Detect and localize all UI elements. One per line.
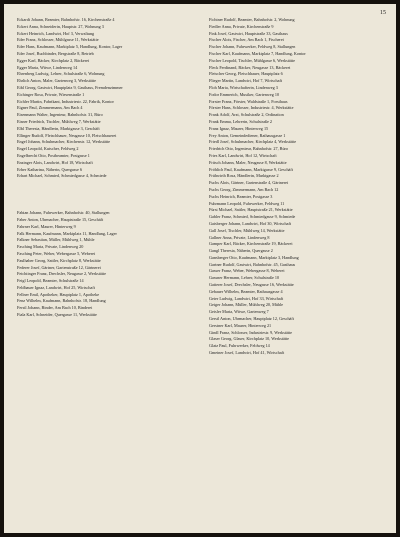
directory-entry: Frank Emma, Lehrerin, Schulstraße 2 — [209, 118, 273, 124]
directory-entry: Eichler Martin, Fabrikant, Industriestr. 22, Fabrik, Kontor — [17, 98, 114, 104]
directory-entry: Fürst Michael, Sattler, Hauptstraße 21, Werkstätte — [209, 207, 293, 213]
directory-entry: Förster Hans, Schlosser, Industriestr. 4, Werkstätte — [209, 105, 294, 111]
directory-entry: Feldbauer Ignaz, Landwirt, Hof 25, Wirtschaft — [17, 284, 95, 290]
directory-entry: Gabler Franz, Schmied, Schmiedgasse 9, Schmiede — [209, 214, 296, 220]
directory-entry: Feigl Leopold, Beamter, Schulstraße 14 — [17, 278, 84, 284]
directory-entry: Gamper Karl, Bäcker, Kirchenstraße 19, Bäckerei — [209, 241, 293, 247]
directory-entry: Fabian Johann, Fuhrwerker, Bahnhofstr. 40, Stallungen — [17, 210, 110, 216]
directory-entry: Fuchs Heinrich, Beamter, Postgasse 3 — [209, 193, 273, 199]
directory-entry: Eckert Anna, Schneiderin, Hauptstr. 27, Wohnung 3 — [17, 23, 104, 29]
directory-entry: Fasching Peter, Weber, Webergasse 5, Weberei — [17, 250, 96, 256]
directory-entry: Eder Hans, Kaufmann, Marktplatz 5, Handlung, Kontor, Lager — [17, 44, 123, 50]
directory-entry: Fröhlich Paul, Kaufmann, Marktgasse 9, Geschäft — [209, 166, 293, 172]
directory-entry: Fischer Johann, Fuhrwerker, Feldweg 8, Stallungen — [209, 44, 296, 50]
directory-entry: Fischer Alois, Fischer, Am Bach 1, Fischerei — [209, 37, 284, 43]
directory-entry: Ellinger Rudolf, Fleischhauer, Neugasse 10, Fleischhauerei — [17, 132, 117, 138]
directory-entry: Franz Ignaz, Maurer, Hinterweg 15 — [209, 125, 269, 131]
directory-entry: Eder Franz, Schlosser, Mühlgasse 11, Werkstätte — [17, 37, 99, 43]
left-column — [12, 17, 190, 319]
directory-entry: Fries Karl, Landwirt, Hof 12, Wirtschaft — [209, 152, 277, 158]
directory-entry: Gebauer Wilhelm, Beamter, Rathausgasse 4 — [209, 288, 283, 294]
directory-entry: Geisler Maria, Witwe, Gartenweg 7 — [209, 309, 269, 315]
directory-entry: Faulhaber Georg, Sattler, Kirchplatz 8, Werkstätte — [17, 257, 101, 263]
directory-entry: Enzinger Alois, Landwirt, Hof 18, Wirtschaft — [17, 159, 93, 165]
directory-entry: Eckardt Johann, Beamter, Bahnhofstr. 16, Kirchenstraße 4 — [17, 17, 115, 22]
directory-entry: Egger Karl, Bäcker, Kirchplatz 2, Bäckerei — [17, 57, 90, 63]
directory-entry: Fellner Emil, Apotheker, Hauptplatz 1, Apotheke — [17, 291, 100, 297]
directory-entry: Gatterer Josef, Drechsler, Neugasse 16, Werkstätte — [209, 282, 294, 288]
directory-entry: Engel Johann, Schuhmacher, Kirchenstr. 12, Werkstätte — [17, 139, 111, 145]
directory-entry: Glaser Georg, Glaser, Kirchplatz 10, Werkstätte — [209, 336, 290, 342]
directory-entry: Ehrenberg Ludwig, Lehrer, Schulstraße 6, Wohnung — [17, 71, 105, 77]
directory-page — [4, 4, 396, 533]
directory-entry: Friedrich Otto, Ingenieur, Bahnhofstr. 27, Büro — [209, 146, 289, 152]
directory-entry: Flieger Martin, Landwirt, Hof 7, Wirtschaft — [209, 78, 283, 84]
directory-entry: Fuchs Alois, Gärtner, Gartenstraße 4, Gärtnerei — [209, 180, 289, 186]
directory-entry: Floh Maria, Wirtschafterin, Lindenweg 3 — [209, 84, 278, 90]
directory-entry: Forster Franz, Förster, Waldstraße 1, Forsthaus — [209, 98, 288, 104]
directory-entry: Eigner Paul, Zimmermann, Am Bach 4 — [17, 105, 83, 111]
directory-entry: Fink Josef, Gastwirt, Hauptstraße 33, Gasthaus — [209, 30, 288, 36]
directory-entry: Egger Maria, Witwe, Lindenweg 14 — [17, 64, 78, 70]
directory-entry: Eckert Heinrich, Landwirt, Hof 3, Verwaltung — [17, 30, 95, 36]
directory-entry: Federer Josef, Gärtner, Gartenstraße 12, Gärtnerei — [17, 264, 101, 270]
directory-entry: Gansberger Otto, Kaufmann, Marktplatz 3, Handlung — [209, 254, 299, 260]
directory-entry: Fiala Karl, Schneider, Quergasse 11, Werkstätte — [17, 312, 97, 318]
directory-entry: Gmeiner Josef, Landwirt, Hof 41, Wirtschaft — [209, 350, 285, 356]
directory-entry: Erber Katharina, Näherin, Quergasse 6 — [17, 166, 83, 172]
directory-entry: Eisner Friedrich, Tischler, Mühlweg 7, Werkstätte — [17, 118, 101, 124]
directory-entry: Fenz Wilhelm, Kaufmann, Bahnhofstr. 18, Handlung — [17, 298, 106, 304]
directory-entry: Ehrlich Anton, Maler, Gartenweg 3, Werkstätte — [17, 78, 96, 84]
directory-entry: Fiedler Anna, Private, Kirchenstraße 9 — [209, 23, 274, 29]
directory-entry: Fischer Leopold, Tischler, Mühlgasse 6, Werkstätte — [209, 57, 295, 63]
directory-entry: Friedl Josef, Schuhmacher, Kirchplatz 4, Werkstätte — [209, 139, 297, 145]
directory-entry: Gangl Theresia, Näherin, Quergasse 2 — [209, 248, 273, 254]
directory-entry: Fuchs Georg, Zimmermann, Am Bach 12 — [209, 186, 279, 192]
directory-entry: Geiger Johann, Müller, Mühlweg 20, Mühle — [209, 302, 284, 308]
directory-entry: Gasser Franz, Weber, Webergasse 8, Weberei — [209, 268, 285, 274]
directory-entry: Falk Hermann, Kaufmann, Marktplatz 11, Handlung, Lager — [17, 230, 117, 236]
directory-entry: Eichinger Rosa, Private, Wiesenstraße 1 — [17, 91, 85, 97]
directory-entry: Glatz Paul, Fuhrwerker, Feldweg 14 — [209, 343, 270, 349]
directory-entry: Fichtner Rudolf, Beamter, Bahnhofstr. 2, Wohnung — [209, 17, 295, 22]
directory-entry: Eibl Georg, Gastwirt, Hauptplatz 9, Gasthaus, Fremdenzimmer — [17, 84, 123, 90]
directory-entry: Fleischer Georg, Fleischhauer, Hauptplatz 6 — [209, 71, 283, 77]
directory-entry: Geier Ludwig, Landwirt, Hof 33, Wirtschaft — [209, 295, 284, 301]
directory-entry: Gerstl Anton, Uhrmacher, Hauptplatz 12, Geschäft — [209, 316, 294, 322]
directory-entry: Falkner Sebastian, Müller, Mühlweg 1, Mühle — [17, 237, 95, 243]
directory-entry: Fuhrmann Leopold, Fuhrwerker, Feldweg 11 — [209, 200, 285, 206]
directory-entry: Eisenmann Walter, Ingenieur, Bahnhofstr. 31, Büro — [17, 112, 103, 118]
directory-entry: Ferstl Johann, Binder, Am Bach 10, Binderei — [17, 305, 93, 311]
directory-entry: Frühwirth Rosa, Händlerin, Marktgasse 2 — [209, 173, 279, 179]
directory-entry: Fahrner Karl, Maurer, Hinterweg 9 — [17, 223, 76, 229]
directory-entry: Gaisberger Johann, Landwirt, Hof 30, Wirtschaft — [209, 220, 292, 226]
directory-entry: Feichtinger Franz, Drechsler, Neugasse 2, Werkstätte — [17, 271, 106, 277]
directory-entry: Faber Anton, Uhrmacher, Hauptstraße 15, Geschäft — [17, 216, 104, 222]
directory-entry: Elbl Theresia, Händlerin, Marktgasse 3, Geschäft — [17, 125, 100, 131]
directory-entry: Fasching Maria, Private, Lindenweg 20 — [17, 244, 84, 250]
page-number: 15 — [380, 10, 386, 16]
directory-entry: Gartner Rudolf, Gastwirt, Bahnhofstr. 45, Gasthaus — [209, 261, 296, 267]
directory-entry: Erhart Michael, Schmied, Schmiedgasse 4, Schmiede — [17, 173, 107, 179]
directory-entry: Gassner Hermann, Lehrer, Schulstraße 10 — [209, 275, 280, 281]
section-gap — [12, 180, 190, 210]
directory-entry: Gerstner Karl, Maurer, Hinterweg 21 — [209, 322, 272, 328]
directory-entry: Engel Leopold, Kutscher, Feldweg 2 — [17, 146, 79, 152]
directory-entry: Frey Anton, Gemeindediener, Rathausgasse 1 — [209, 132, 286, 138]
directory-entry: Fritsch Johann, Maler, Neugasse 8, Werkstätte — [209, 159, 287, 165]
directory-entry: Gallner Anna, Private, Lindenweg 8 — [209, 234, 270, 240]
right-column — [204, 17, 382, 357]
directory-entry: Fodor Emmerich, Musiker, Gartenweg 10 — [209, 91, 280, 97]
directory-entry: Gall Josef, Tischler, Mühlweg 14, Werkstätte — [209, 227, 285, 233]
directory-entry: Fischer Karl, Kaufmann, Marktplatz 7, Handlung, Kontor — [209, 50, 306, 56]
directory-entry: Frank Adolf, Arzt, Schulstraße 2, Ordination — [209, 112, 284, 118]
directory-entry: Gindl Franz, Schlosser, Industriestr. 9, Werkstätte — [209, 329, 293, 335]
directory-entry: Eder Josef, Buchbinder, Bergstraße 8, Betrieb — [17, 50, 94, 56]
directory-entry: Engelbrecht Otto, Postbeamter, Postgasse 1 — [17, 152, 90, 158]
directory-entry: Fleck Ferdinand, Bäcker, Neugasse 13, Bäckerei — [209, 64, 291, 70]
